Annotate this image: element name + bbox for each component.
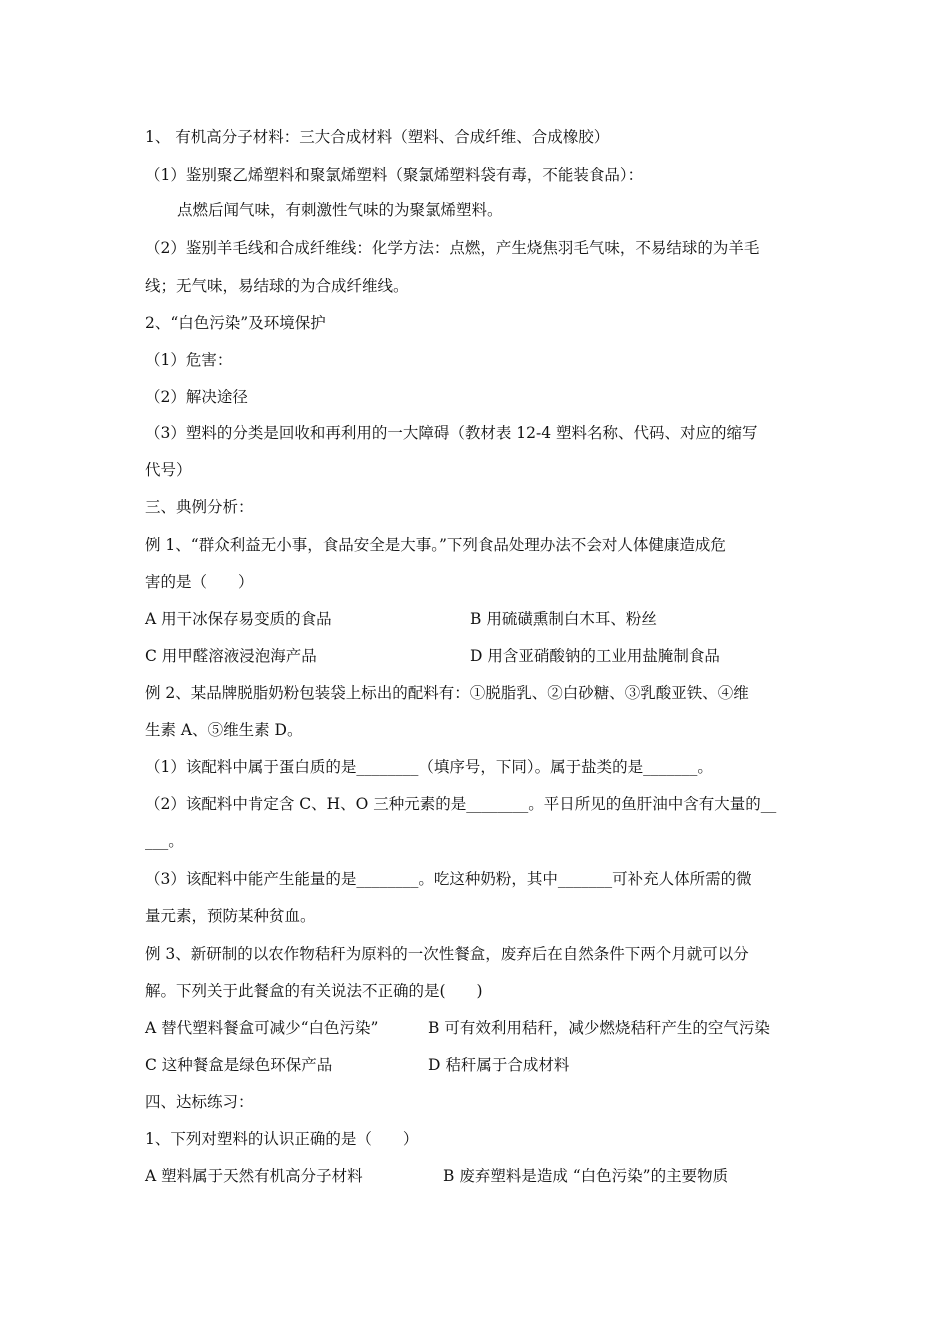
section-2-heading: 2、“白色污染”及环境保护 bbox=[145, 314, 326, 332]
example-2-part-2-end: ___。 bbox=[145, 832, 184, 850]
example-2-part-1: （1）该配料中属于蛋白质的是________（填序号，下同）。属于盐类的是_______。 bbox=[145, 758, 713, 776]
example-3-option-c: C 这种餐盒是绿色环保产品 bbox=[145, 1056, 333, 1074]
section-4-heading: 四、达标练习： bbox=[145, 1093, 254, 1111]
example-2-question: 例 2、某品牌脱脂奶粉包装袋上标出的配料有：①脱脂乳、②白砂糖、③乳酸亚铁、④维 bbox=[145, 684, 749, 702]
item-1-text: （1）鉴别聚乙烯塑料和聚氯烯塑料（聚氯烯塑料袋有毒，不能装食品）： bbox=[145, 166, 644, 184]
example-3-option-b: B 可有效利用秸秆，减少燃烧秸秆产生的空气污染 bbox=[428, 1019, 770, 1037]
example-3-option-d: D 秸秆属于合成材料 bbox=[428, 1056, 570, 1074]
exercise-1-option-b: B 废弃塑料是造成 “白色污染”的主要物质 bbox=[443, 1167, 729, 1185]
example-3-option-a: A 替代塑料餐盒可减少“白色污染” bbox=[145, 1019, 379, 1037]
exercise-1-option-a: A 塑料属于天然有机高分子材料 bbox=[145, 1167, 363, 1185]
example-2-part-3-end: 量元素，预防某种贫血。 bbox=[145, 907, 316, 925]
solution-item: （2）解决途径 bbox=[145, 388, 248, 406]
classification-item: （3）塑料的分类是回收和再利用的一大障碍（教材表 12-4 塑料名称、代码、对应的缩写 bbox=[145, 424, 758, 442]
classification-continued: 代号） bbox=[145, 461, 192, 479]
example-2-part-2: （2）该配料中肯定含 C、H、O 三种元素的是________。平日所见的鱼肝油中含有大量的__ bbox=[145, 795, 777, 813]
example-1-question-end: 害的是（ ） bbox=[145, 573, 254, 591]
example-1-option-c: C 用甲醛溶液浸泡海产品 bbox=[145, 647, 317, 665]
example-1-option-b: B 用硫磺熏制白木耳、粉丝 bbox=[470, 610, 657, 628]
item-1-detail: 点燃后闻气味，有刺激性气味的为聚氯烯塑料。 bbox=[177, 201, 503, 219]
exercise-1-question: 1、下列对塑料的认识正确的是（ ） bbox=[145, 1130, 419, 1148]
section-1-heading: 1、 有机高分子材料：三大合成材料（塑料、合成纤维、合成橡胶） bbox=[145, 128, 610, 146]
example-2-part-3: （3）该配料中能产生能量的是________。吃这种奶粉，其中_______可补充人体所需的微 bbox=[145, 870, 752, 888]
example-2-question-end: 生素 A、⑤维生素 D。 bbox=[145, 721, 303, 739]
section-3-heading: 三、典例分析： bbox=[145, 498, 254, 516]
example-3-question-end: 解。下列关于此餐盒的有关说法不正确的是( ) bbox=[145, 982, 483, 1000]
item-2-continued: 线；无气味，易结球的为合成纤维线。 bbox=[145, 277, 409, 295]
harm-item: （1）危害： bbox=[145, 351, 233, 369]
item-2-text: （2）鉴别羊毛线和合成纤维线：化学方法：点燃，产生烧焦羽毛气味，不易结球的为羊毛 bbox=[145, 239, 760, 257]
example-1-option-a: A 用干冰保存易变质的食品 bbox=[145, 610, 332, 628]
example-1-option-d: D 用含亚硝酸钠的工业用盐腌制食品 bbox=[470, 647, 720, 665]
example-3-question: 例 3、新研制的以农作物秸秆为原料的一次性餐盒，废弃后在自然条件下两个月就可以分 bbox=[145, 945, 749, 963]
example-1-question: 例 1、“群众利益无小事，食品安全是大事。”下列食品处理办法不会对人体健康造成危 bbox=[145, 536, 726, 554]
